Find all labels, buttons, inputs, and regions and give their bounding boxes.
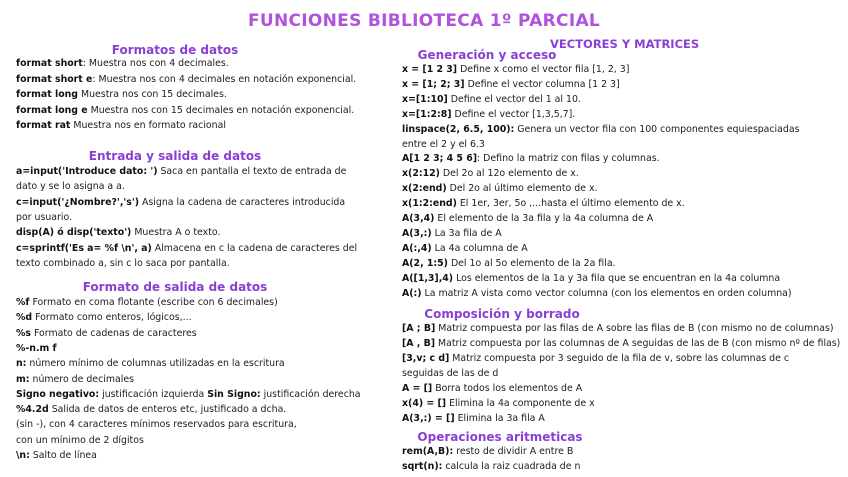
generacion-line (402, 256, 616, 271)
description-text: número mínimo de columnas utilizadas en la escritura (26, 358, 285, 370)
function-keyword: %d (16, 312, 33, 324)
function-keyword: %-n.m f (16, 342, 57, 354)
function-keyword: format short e (16, 73, 93, 85)
section-heading-composicion: Composición y borrado (424, 307, 580, 321)
description-text: Define el vector [1,3,5,7]. (451, 108, 576, 120)
description-text: El 1er, 3er, 5o ,...hasta el último elemento de x. (456, 198, 685, 210)
description-text: Del 1o al 5o elemento de la 2a fila. (447, 257, 616, 269)
entrada-line (16, 225, 220, 240)
salida-line (16, 326, 197, 341)
function-keyword: A(:,4) (402, 242, 432, 254)
description-text: Genera un vector fila con 100 componentes equiespaciadas (514, 123, 800, 135)
description-text: Formato en coma flotante (escribe con 6 decimales) (29, 297, 278, 308)
description-text: : Muestra nos con 4 decimales. (82, 58, 229, 69)
salida-line (16, 356, 285, 371)
function-keyword: A(2, 1:5) (402, 257, 448, 269)
generacion-line (402, 137, 485, 152)
vectores-matrices-header: VECTORES Y MATRICES (550, 37, 700, 51)
section-heading-operaciones: Operaciones aritmeticas (417, 430, 583, 444)
description-text: justificación derecha (260, 388, 361, 400)
salida-line (16, 417, 297, 432)
function-keyword: [A , B] (402, 338, 436, 349)
salida-line (16, 372, 134, 387)
description-text: Define el vector del 1 al 10. (447, 93, 581, 105)
operaciones-line (402, 459, 580, 474)
composicion-line (402, 366, 498, 381)
function-keyword: disp(A) ó disp('texto') (16, 227, 132, 239)
function-keyword: A(3,:) = [] (402, 413, 455, 424)
function-keyword: x = [1 2 3] (402, 64, 458, 75)
description-text: La matriz A vista como vector columna (con los elementos en orden columna) (421, 287, 792, 299)
function-keyword: x=[1:2:8] (402, 108, 452, 120)
generacion-line (402, 181, 597, 196)
function-keyword: %s (16, 327, 31, 339)
function-keyword: format long e (16, 104, 88, 116)
salida-line (16, 448, 97, 463)
function-keyword: format long (16, 89, 79, 100)
generacion-line (402, 107, 575, 122)
generacion-line (402, 226, 502, 241)
function-keyword: A[1 2 3; 4 5 6] (402, 153, 478, 165)
function-keyword: A([1,3],4) (402, 272, 454, 284)
function-keyword: x(2:end) (402, 183, 447, 195)
description-text: Almacena en c la cadena de caracteres del (151, 242, 358, 254)
page-title: FUNCIONES BIBLIOTECA 1º PARCIAL (247, 11, 601, 31)
function-keyword: \n: (16, 450, 30, 461)
salida-line (16, 402, 286, 417)
function-keyword: x = [1; 2; 3] (402, 78, 465, 90)
description-text: Del 2o al último elemento de x. (446, 183, 598, 195)
description-text: número de decimales (29, 373, 134, 385)
description-text: Matriz compuesta por las columnas de A seguidas de las de B (con mismo nº de filas) (435, 338, 841, 349)
composicion-line (402, 381, 582, 396)
description-text: Define el vector columna [1 2 3] (464, 78, 620, 90)
formatos-line (16, 72, 356, 87)
description-text: Formato como enteros, lógicos,... (32, 312, 192, 324)
description-text: Elimina la 3a fila A (454, 413, 545, 424)
function-keyword: sqrt(n): (402, 461, 443, 472)
function-keyword: linspace(2, 6.5, 100): (402, 123, 515, 135)
function-keyword: x(1:2:end) (402, 198, 457, 210)
generacion-line (402, 62, 629, 77)
description-text: Matriz compuesta por 3 seguido de la fila de v, sobre las columnas de c (449, 353, 790, 364)
function-keyword: [A ; B] (402, 323, 436, 334)
function-keyword: format rat (16, 120, 71, 131)
description-text: Formato de cadenas de caracteres (30, 327, 197, 339)
function-keyword: x(2:12) (402, 168, 440, 180)
generacion-line (402, 211, 653, 226)
description-text: Salida de datos de enteros etc, justificado a dcha. (48, 404, 287, 416)
generacion-line (402, 196, 685, 211)
description-text: Salto de línea (29, 450, 97, 461)
description-text: La 4a columna de A (431, 242, 528, 254)
function-keyword: A(3,4) (402, 213, 435, 224)
formatos-line (16, 87, 227, 102)
description-text: resto de dividir A entre B (453, 446, 574, 457)
description-text: seguidas de las de d (402, 368, 499, 379)
description-text: Matriz compuesta por las filas de A sobre las filas de B (con mismo no de columnas) (435, 323, 834, 334)
function-keyword: x(4) = [] (402, 398, 447, 409)
function-keyword: A(3,:) (402, 227, 432, 239)
function-keyword: A = [] (402, 383, 433, 394)
function-keyword: A(:) (402, 287, 422, 299)
function-keyword: Signo negativo: (16, 388, 100, 400)
description-text: calcula la raiz cuadrada de n (442, 461, 581, 472)
function-keyword: n: (16, 358, 27, 370)
generacion-line (402, 77, 620, 92)
section-heading-formatos: Formatos de datos (111, 43, 239, 57)
salida-line (16, 387, 361, 402)
composicion-line (402, 351, 789, 366)
formatos-line (16, 56, 229, 71)
function-keyword: %f (16, 297, 30, 308)
function-keyword: c=input('¿Nombre?','s') (16, 196, 139, 208)
function-keyword: rem(A,B): (402, 446, 454, 457)
description-text: : Defino la matriz con filas y columnas. (477, 153, 660, 165)
operaciones-line (402, 444, 573, 459)
composicion-line (402, 321, 834, 336)
function-keyword: Sin Signo: (207, 388, 261, 400)
function-keyword: a=input('Introduce dato: ') (16, 166, 158, 177)
salida-line (16, 341, 57, 356)
function-keyword: format short (16, 58, 83, 69)
entrada-line (16, 179, 125, 194)
description-text: (sin -), con 4 caracteres mínimos reservados para escritura, (16, 419, 297, 431)
description-text: con un mínimo de 2 dígitos (16, 434, 144, 446)
description-text: : Muestra nos con 4 decimales en notación exponencial. (92, 73, 357, 85)
entrada-line (16, 256, 230, 271)
generacion-line (402, 286, 792, 301)
description-text: Asigna la cadena de caracteres introducida (138, 196, 346, 208)
description-text: Muestra nos con 15 decimales. (78, 89, 227, 100)
description-text: Borra todos los elementos de A (432, 383, 583, 394)
description-text: La 3a fila de A (431, 227, 502, 239)
generacion-line (402, 166, 579, 181)
entrada-line (16, 241, 357, 256)
entrada-line (16, 195, 345, 210)
generacion-line (402, 271, 780, 286)
description-text: Define x como el vector fila [1, 2, 3] (457, 64, 630, 75)
generacion-line (402, 122, 799, 137)
section-heading-salida: Formato de salida de datos (82, 280, 268, 294)
function-keyword: c=sprintf('Es a= %f \n', a) (16, 242, 152, 254)
description-text: Los elementos de la 1a y 3a fila que se encuentran en la 4a columna (453, 272, 781, 284)
salida-line (16, 295, 278, 310)
description-text: texto combinado a, sin c lo saca por pantalla. (16, 257, 230, 269)
description-text: entre el 2 y el 6.3 (402, 138, 485, 150)
composicion-line (402, 336, 840, 351)
description-text: dato y se lo asigna a a. (16, 181, 125, 193)
description-text: Saca en pantalla el texto de entrada de (157, 166, 347, 177)
salida-line (16, 310, 192, 325)
description-text: Muestra A o texto. (131, 227, 221, 239)
description-text: Muestra nos con 15 decimales en notación exponencial. (87, 104, 355, 116)
function-keyword: x=[1:10] (402, 93, 448, 105)
function-keyword: %4.2d (16, 404, 49, 416)
salida-line (16, 433, 144, 448)
description-text: justificación izquierda (99, 388, 208, 400)
section-heading-generacion: Generación y acceso (417, 48, 557, 62)
entrada-line (16, 210, 72, 225)
description-text: Elimina la 4a componente de x (446, 398, 595, 409)
generacion-line (402, 92, 581, 107)
composicion-line (402, 411, 545, 426)
description-text: por usuario. (16, 211, 73, 223)
description-text: Muestra nos en formato racional (70, 120, 226, 131)
entrada-line (16, 164, 346, 179)
generacion-line (402, 151, 660, 166)
composicion-line (402, 396, 595, 411)
function-keyword: [3,v; c d] (402, 353, 450, 364)
formatos-line (16, 103, 354, 118)
description-text: Del 2o al 12o elemento de x. (439, 168, 579, 180)
description-text: El elemento de la 3a fila y la 4a columna de A (434, 213, 654, 224)
section-heading-entrada: Entrada y salida de datos (88, 149, 262, 163)
function-keyword: m: (16, 373, 30, 385)
generacion-line (402, 241, 528, 256)
formatos-line (16, 118, 226, 133)
